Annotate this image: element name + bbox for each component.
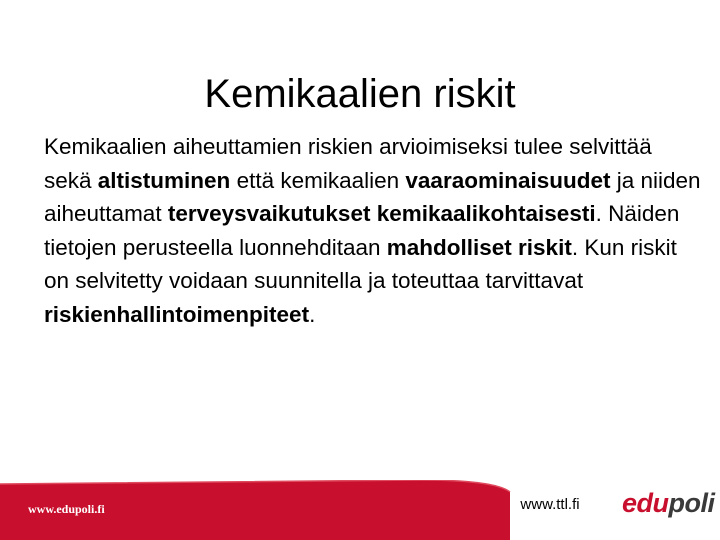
logo-part-edu: edu <box>622 488 669 518</box>
body-segment: . <box>309 301 316 327</box>
body-segment: ja niiden aiheuttamat <box>44 167 701 226</box>
body-emphasis: vaaraominaisuudet <box>405 167 611 193</box>
footer-red-wave <box>0 480 720 540</box>
body-segment: . Näiden tietojen perusteella luonnehditaan <box>44 201 680 260</box>
body-emphasis: altistuminen <box>97 167 231 193</box>
body-segment: Kemikaalien aiheuttamien riskien arvioimiseksi tulee selvittää sekä <box>44 134 652 193</box>
logo-part-poli: poli <box>668 488 715 518</box>
edupoli-logo <box>622 488 715 519</box>
slide-title: Kemikaalien riskit <box>204 72 516 116</box>
body-segment: että kemikaalien <box>230 167 406 193</box>
body-segment: . Kun riskit on selvitetty voidaan suunnitella ja toteuttaa tarvittavat <box>44 234 677 293</box>
body-emphasis: terveysvaikutukset kemikaalikohtaisesti <box>167 201 596 226</box>
body-emphasis: riskienhallintoimenpiteet <box>44 301 310 327</box>
footer-bar <box>0 480 720 540</box>
footer-ttl-url[interactable]: www.ttl.fi <box>520 496 580 513</box>
body-emphasis: mahdolliset riskit <box>386 234 572 260</box>
slide-body <box>44 130 704 331</box>
footer-site-url[interactable]: www.edupoli.fi <box>28 502 105 516</box>
